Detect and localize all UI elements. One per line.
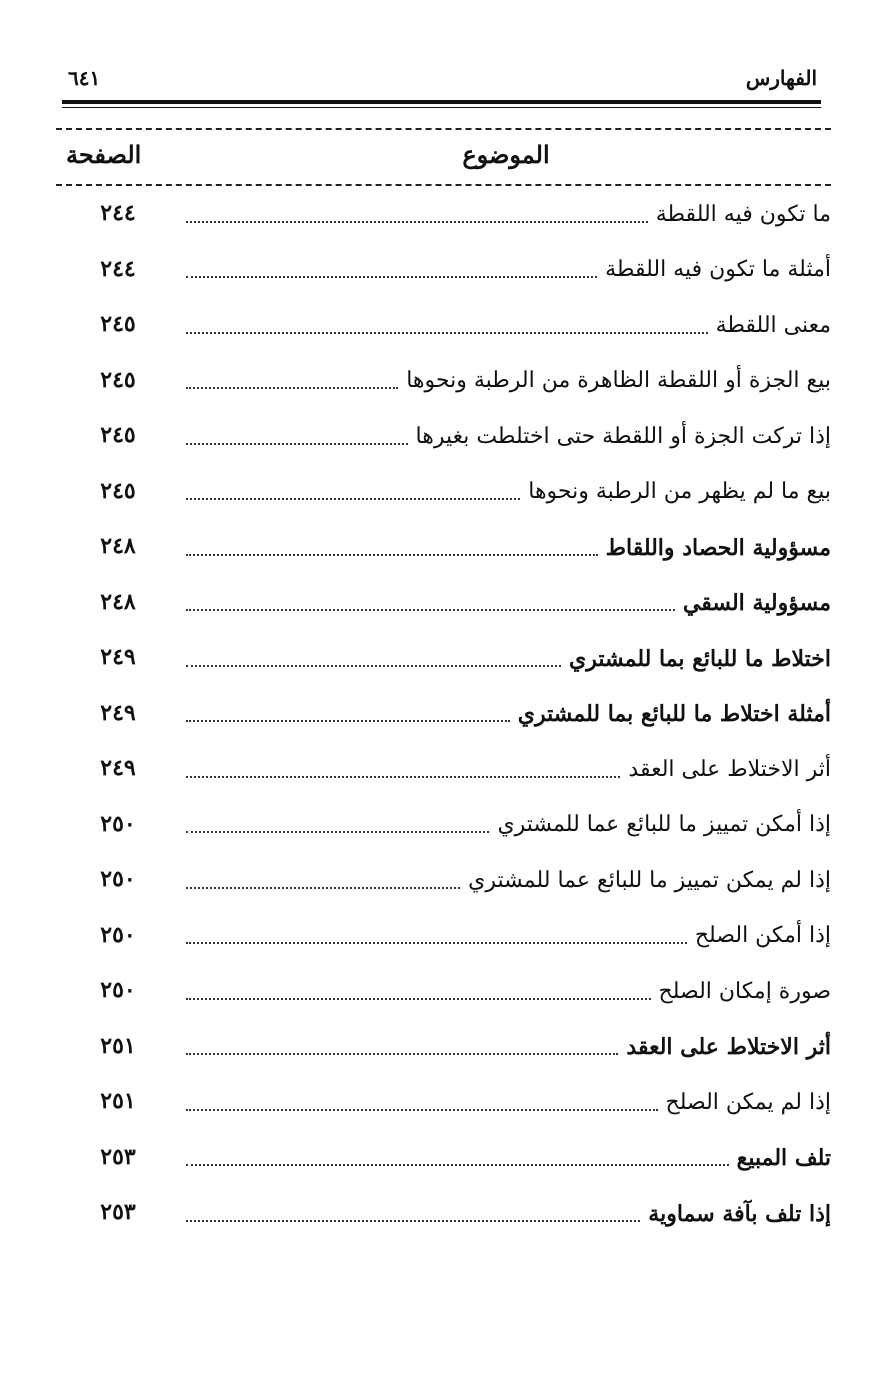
- toc-entry-title: إذا لم يمكن الصلح: [665, 1089, 831, 1115]
- toc-dot-leader: [186, 1053, 618, 1055]
- toc-entry-line: [186, 741, 831, 797]
- toc-entry-page: ٢٤٨: [100, 533, 136, 559]
- toc-entry-page: ٢٥٠: [100, 810, 136, 837]
- toc-entry-title: إذا أمكن الصلح: [694, 923, 831, 948]
- toc-entry-page: ٢٥٠: [100, 866, 136, 892]
- toc-entry: [56, 297, 831, 353]
- column-header-subject: الموضوع: [462, 140, 550, 169]
- toc-dot-leader: [186, 609, 675, 611]
- toc-dot-leader: [186, 443, 408, 445]
- toc-entry-page: ٢٥١: [100, 1088, 136, 1114]
- toc-entry-title: أمثلة ما تكون فيه اللقطة: [605, 257, 831, 282]
- toc-dot-leader: [186, 221, 648, 223]
- toc-entry: [56, 1185, 831, 1241]
- toc-entry-title: إذا لم يمكن تمييز ما للبائع عما للمشتري: [468, 867, 831, 893]
- toc-entry-page: ٢٤٩: [100, 644, 136, 670]
- toc-entry: [56, 186, 831, 242]
- toc-entry-page: ٢٥١: [100, 1032, 136, 1059]
- toc-entry-line: [186, 242, 831, 298]
- toc-entry: [56, 908, 831, 964]
- toc-entry-title: أمثلة اختلاط ما للبائع بما للمشتري: [517, 701, 831, 727]
- toc-entry-title: ما تكون فيه اللقطة: [655, 201, 831, 227]
- toc-entry-title: صورة إمكان الصلح: [658, 978, 831, 1004]
- toc-entry-line: [186, 797, 831, 853]
- toc-dot-leader: [186, 720, 510, 722]
- toc-entry-page: ٢٥٣: [100, 1143, 136, 1170]
- toc-entry: [56, 741, 831, 797]
- toc-entry-line: [186, 1019, 831, 1075]
- toc-entry-line: [186, 575, 831, 631]
- toc-entry-page: ٢٤٤: [100, 200, 136, 226]
- toc-entry-line: [186, 464, 831, 520]
- toc-dot-leader: [186, 276, 597, 278]
- toc-entry: [56, 797, 831, 853]
- toc-entry-page: ٢٤٥: [100, 422, 136, 448]
- column-headers: [56, 138, 831, 178]
- toc-entry-line: [186, 297, 831, 353]
- dashed-divider-top: [56, 128, 831, 130]
- toc-entry-line: [186, 408, 831, 464]
- toc-entry-line: [186, 353, 831, 409]
- table-of-contents: [56, 186, 831, 1241]
- toc-entry-page: ٢٤٥: [100, 366, 136, 393]
- toc-entry: [56, 464, 831, 520]
- toc-entry: [56, 575, 831, 631]
- toc-dot-leader: [186, 665, 561, 667]
- toc-entry-line: [186, 1074, 831, 1130]
- toc-entry-page: ٢٤٨: [100, 588, 136, 615]
- toc-entry-line: [186, 963, 831, 1019]
- toc-entry: [56, 519, 831, 575]
- toc-dot-leader: [186, 1164, 729, 1166]
- toc-entry-line: [186, 852, 831, 908]
- toc-dot-leader: [186, 554, 598, 556]
- toc-entry-line: [186, 519, 831, 575]
- toc-dot-leader: [186, 942, 687, 944]
- toc-entry-line: [186, 630, 831, 686]
- header-rule-thin: [62, 107, 821, 108]
- toc-entry-line: [186, 1185, 831, 1241]
- running-header-page-number: ٦٤١: [68, 66, 101, 90]
- toc-dot-leader: [186, 998, 651, 1000]
- running-header: [62, 60, 821, 100]
- toc-dot-leader: [186, 387, 398, 389]
- toc-entry-title: تلف المبيع: [736, 1145, 831, 1171]
- toc-entry-page: ٢٥٠: [100, 977, 136, 1003]
- toc-entry-line: [186, 686, 831, 742]
- toc-entry: [56, 686, 831, 742]
- toc-dot-leader: [186, 1109, 658, 1111]
- toc-entry-page: ٢٥٣: [100, 1199, 136, 1225]
- toc-entry: [56, 408, 831, 464]
- toc-entry: [56, 963, 831, 1019]
- toc-entry: [56, 1130, 831, 1186]
- toc-entry-title: إذا أمكن تمييز ما للبائع عما للمشتري: [497, 812, 831, 837]
- toc-entry-title: اختلاط ما للبائع بما للمشتري: [569, 645, 831, 672]
- toc-entry-title: بيع ما لم يظهر من الرطبة ونحوها: [528, 479, 831, 504]
- toc-dot-leader: [186, 332, 708, 334]
- toc-entry-page: ٢٥٠: [100, 921, 136, 948]
- toc-dot-leader: [186, 498, 520, 500]
- running-header-title: الفهارس: [745, 66, 817, 90]
- toc-entry-page: ٢٤٤: [100, 255, 136, 282]
- toc-dot-leader: [186, 776, 620, 778]
- column-header-page: الصفحة: [66, 140, 142, 169]
- toc-entry: [56, 852, 831, 908]
- toc-entry-title: إذا تلف بآفة سماوية: [648, 1200, 831, 1227]
- toc-entry: [56, 353, 831, 409]
- toc-entry: [56, 1019, 831, 1075]
- header-rule-thick: [62, 100, 821, 104]
- toc-entry-page: ٢٤٩: [100, 699, 136, 726]
- toc-entry-title: بيع الجزة أو اللقطة الظاهرة من الرطبة ونحوها: [406, 368, 831, 393]
- toc-entry-page: ٢٤٥: [100, 477, 136, 504]
- toc-entry-title: أثر الاختلاط على العقد: [628, 756, 831, 782]
- toc-dot-leader: [186, 1220, 640, 1222]
- toc-entry-line: [186, 1130, 831, 1186]
- toc-entry: [56, 1074, 831, 1130]
- toc-entry: [56, 630, 831, 686]
- toc-dot-leader: [186, 887, 460, 889]
- toc-entry-title: أثر الاختلاط على العقد: [626, 1034, 831, 1060]
- toc-entry: [56, 242, 831, 298]
- toc-entry-title: إذا تركت الجزة أو اللقطة حتى اختلطت بغيرها: [415, 423, 831, 449]
- toc-entry-line: [186, 908, 831, 964]
- toc-entry-title: مسؤولية الحصاد واللقاط: [605, 534, 831, 561]
- toc-entry-page: ٢٤٥: [100, 311, 136, 337]
- toc-entry-page: ٢٤٩: [100, 755, 136, 781]
- toc-entry-title: معنى اللقطة: [715, 312, 831, 338]
- toc-entry-line: [186, 186, 831, 242]
- toc-dot-leader: [186, 831, 489, 833]
- toc-entry-title: مسؤولية السقي: [682, 590, 831, 616]
